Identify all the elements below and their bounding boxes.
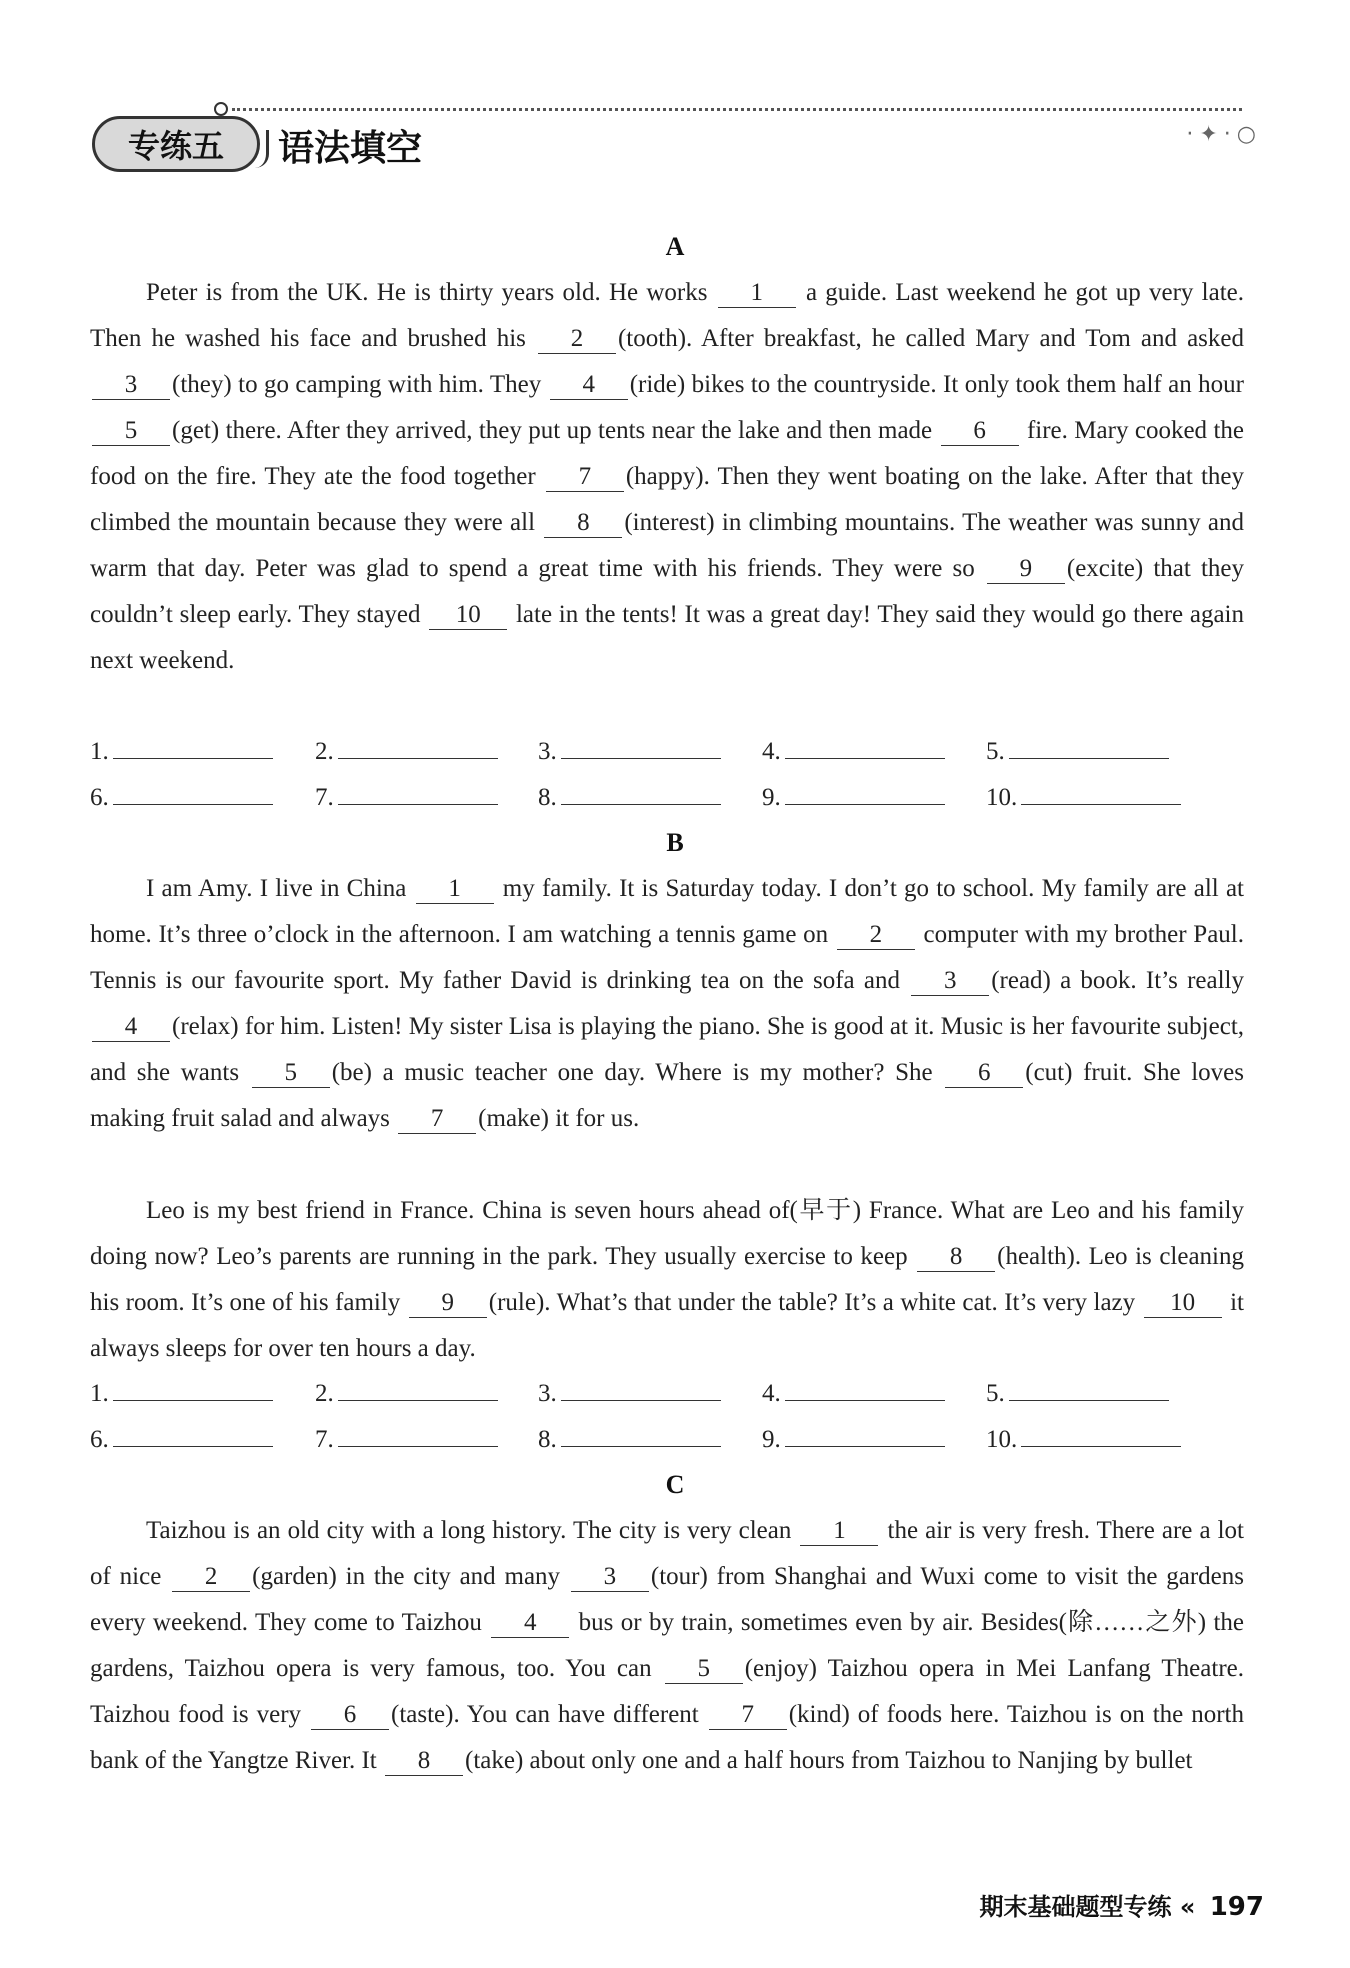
answer-slot[interactable]: 3. [538, 1376, 721, 1408]
passage-text: (ride) bikes to the countryside. It only took them half an hour [629, 371, 1244, 398]
passage-text: (take) about only one and a half hours from Taizhou to Nanjing by bullet [465, 1747, 1193, 1774]
blank-number[interactable]: 3 [92, 371, 170, 400]
answer-lines-a [90, 734, 1250, 826]
answer-row [90, 780, 1250, 826]
answer-slot[interactable]: 10. [986, 1422, 1181, 1454]
passage-text: (cut) fruit. She loves making fruit salad and always [90, 1059, 1244, 1132]
blank-number[interactable]: 2 [538, 325, 616, 354]
page-header [92, 108, 1262, 178]
blank-number[interactable]: 8 [917, 1243, 995, 1272]
section-title-c: C [665, 1470, 685, 1499]
passage-b-2 [90, 1188, 1244, 1372]
blank-number[interactable]: 1 [800, 1517, 878, 1546]
blank-number[interactable]: 7 [546, 463, 624, 492]
answer-slot[interactable]: 4. [762, 1376, 945, 1408]
answer-slot[interactable]: 3. [538, 734, 721, 766]
blank-number[interactable]: 6 [945, 1059, 1023, 1088]
passage-text: (tooth). After breakfast, he called Mary and Tom and asked [617, 325, 1244, 352]
passage-b-1 [90, 866, 1244, 1142]
blank-number[interactable]: 9 [409, 1289, 487, 1318]
answer-slot[interactable]: 9. [762, 780, 945, 812]
passage-text: bus or by train, sometimes even by air. Besides(除……之外) the gardens, Taizhou opera is very famous, too. You can [90, 1609, 1244, 1682]
passage-text: (get) there. After they arrived, they put up tents near the lake and then made [172, 417, 939, 444]
passage-text: (they) to go camping with him. They [172, 371, 548, 398]
blank-number[interactable]: 8 [544, 509, 622, 538]
blank-number[interactable]: 2 [837, 921, 915, 950]
passage-text: (enjoy) Taizhou opera in Mei Lanfang Theatre. Taizhou food is very [90, 1655, 1244, 1728]
header-dotted-line [232, 108, 1242, 111]
passage-text: computer with my brother Paul. Tennis is our favourite sport. My father David is drinking tea on the sofa and [90, 921, 1244, 994]
answer-row [90, 1376, 1250, 1422]
footer-text: 期末基础题型专练 [979, 1893, 1172, 1921]
passage-text: the air is very fresh. There are a lot of nice [90, 1517, 1245, 1590]
answer-slot[interactable]: 2. [315, 734, 498, 766]
passage-text: late in the tents! It was a great day! They said they would go there again next weekend. [90, 601, 1244, 674]
passage-text: Peter is from the UK. He is thirty years old. He works [146, 279, 716, 306]
blank-number[interactable]: 5 [92, 417, 170, 446]
passage-text: (relax) for him. Listen! My sister Lisa is playing the piano. She is good at it. Music is her favourite subject, and she wants [90, 1013, 1245, 1086]
page-title: 语法填空 [278, 128, 423, 169]
answer-slot[interactable]: 1. [90, 734, 273, 766]
blank-number[interactable]: 7 [709, 1701, 787, 1730]
answer-slot[interactable]: 1. [90, 1376, 273, 1408]
passage-text: Leo is my best friend in France. China is seven hours ahead of(早于) France. What are Leo and his family doing now? Leo’s parents are running in the park. They usually exercise to keep [90, 1197, 1244, 1270]
passage-text: (make) it for us. [478, 1105, 640, 1132]
answer-slot[interactable]: 8. [538, 780, 721, 812]
blank-number[interactable]: 3 [571, 1563, 649, 1592]
answer-slot[interactable]: 8. [538, 1422, 721, 1454]
passage-text: (health). Leo is cleaning his room. It’s one of his family [90, 1243, 1244, 1316]
passage-text: Taizhou is an old city with a long history. The city is very clean [146, 1517, 799, 1544]
sparkle-decoration-icon: ·✦·○ [1186, 122, 1262, 147]
passage-text: it always sleeps for over ten hours a day. [90, 1289, 1244, 1362]
blank-number[interactable]: 7 [398, 1105, 476, 1134]
passage-text: my family. It is Saturday today. I don’t go to school. My family are all at home. It’s three o’clock in the afternoon. I am watching a tennis game on [90, 875, 1244, 948]
answer-row [90, 1422, 1250, 1468]
blank-number[interactable]: 9 [987, 555, 1065, 584]
passage-text: (happy). Then they went boating on the lake. After that they climbed the mountain because they were all [90, 463, 1245, 536]
passage-text: (kind) of foods here. Taizhou is on the north bank of the Yangtze River. It [90, 1701, 1244, 1774]
blank-number[interactable]: 5 [665, 1655, 743, 1684]
blank-number[interactable]: 4 [550, 371, 628, 400]
passage-text: (garden) in the city and many [252, 1563, 569, 1590]
passage-text: (tour) from Shanghai and Wuxi come to visit the gardens every weekend. They come to Taizhou [90, 1563, 1244, 1636]
passage-text: (interest) in climbing mountains. The weather was sunny and warm that day. Peter was glad to spend a great time with his friends. They were so [90, 509, 1244, 582]
answer-slot[interactable]: 7. [315, 780, 498, 812]
section-title-a: A [665, 232, 685, 261]
passage-text: (excite) that they couldn’t sleep early. They stayed [90, 555, 1244, 628]
blank-number[interactable]: 3 [911, 967, 989, 996]
blank-number[interactable]: 6 [311, 1701, 389, 1730]
passage-text: fire. Mary cooked the food on the fire. They ate the food together [90, 417, 1244, 490]
blank-number[interactable]: 8 [385, 1747, 463, 1776]
passage-text: (taste). You can have different [391, 1701, 707, 1728]
answer-slot[interactable]: 10. [986, 780, 1181, 812]
answer-slot[interactable]: 6. [90, 780, 273, 812]
page-footer [979, 1887, 1264, 1922]
passage-text: (rule). What’s that under the table? It’s a white cat. It’s very lazy [488, 1289, 1142, 1316]
passage-text: a guide. Last weekend he got up very late. Then he washed his face and brushed his [90, 279, 1244, 352]
blank-number[interactable]: 1 [718, 279, 796, 308]
answer-slot[interactable]: 7. [315, 1422, 498, 1454]
passage-c [90, 1508, 1244, 1784]
blank-number[interactable]: 6 [941, 417, 1019, 446]
section-title-b: B [666, 828, 684, 857]
answer-slot[interactable]: 4. [762, 734, 945, 766]
answer-slot[interactable]: 9. [762, 1422, 945, 1454]
answer-slot[interactable]: 6. [90, 1422, 273, 1454]
answer-slot[interactable]: 5. [986, 734, 1169, 766]
page-number: 197 [1209, 1892, 1264, 1922]
passage-text: I am Amy. I live in China [146, 875, 414, 902]
answer-slot[interactable]: 2. [315, 1376, 498, 1408]
answer-slot[interactable]: 5. [986, 1376, 1169, 1408]
answer-row [90, 734, 1250, 780]
answer-lines-b [90, 1376, 1250, 1468]
passage-text: (read) a book. It’s really [991, 967, 1244, 994]
badge-ring-icon [214, 102, 228, 116]
blank-number[interactable]: 5 [252, 1059, 330, 1088]
passage-a [90, 270, 1244, 684]
title-hook-icon [252, 130, 269, 168]
blank-number[interactable]: 10 [429, 601, 507, 630]
section-badge: 专练五 [92, 116, 260, 172]
blank-number[interactable]: 4 [92, 1013, 170, 1042]
double-chevron-icon: « [1179, 1893, 1196, 1921]
blank-number[interactable]: 1 [416, 875, 494, 904]
blank-number[interactable]: 4 [491, 1609, 569, 1638]
passage-text: (be) a music teacher one day. Where is my mother? She [331, 1059, 944, 1086]
blank-number[interactable]: 10 [1144, 1289, 1222, 1318]
blank-number[interactable]: 2 [172, 1563, 250, 1592]
